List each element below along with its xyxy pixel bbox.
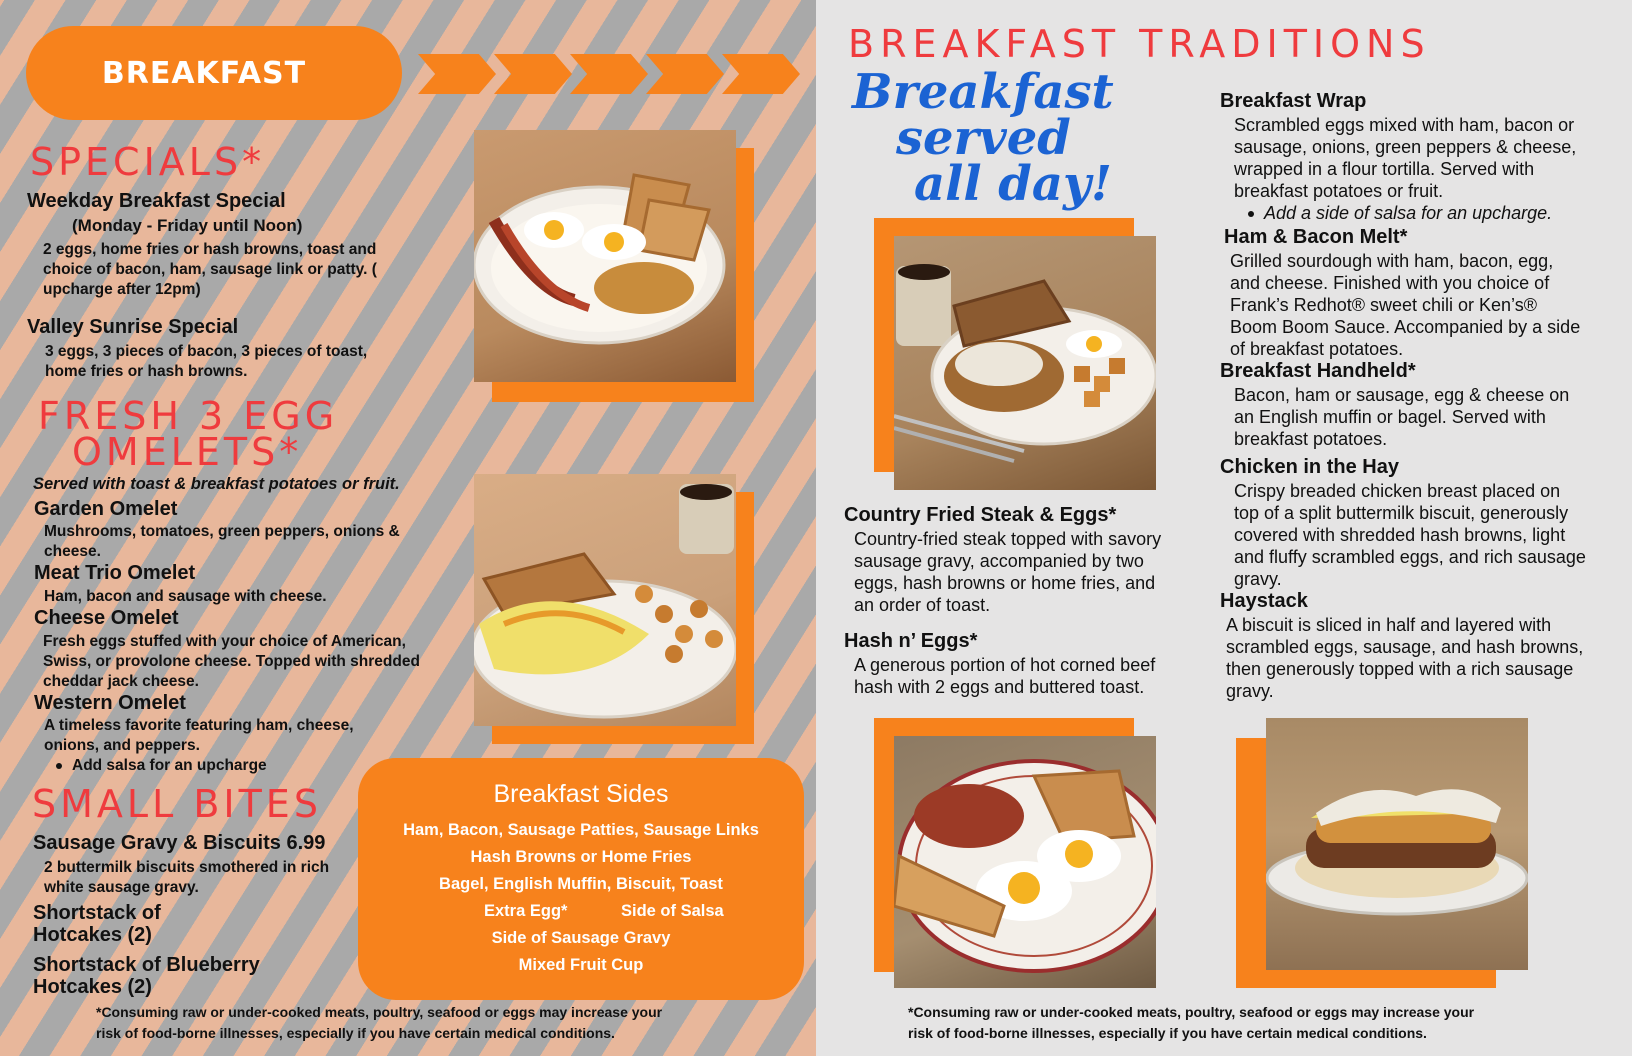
- ham-bacon-melt-desc: Grilled sourdough with ham, bacon, egg, and cheese. Finished with you choice of Frank’s Redhot® sweet chili or Ken’s® Boom Boom Sauce. Accompanied by a side of breakfast potatoes.: [1230, 251, 1581, 359]
- breakfast-plate-photo: [474, 130, 736, 382]
- item-breakfast-wrap: Breakfast Wrap: [1220, 90, 1367, 112]
- western-omelet-desc: A timeless favorite featuring ham, cheese, onions, and peppers.: [44, 717, 354, 754]
- item-haystack: Haystack: [1220, 590, 1308, 612]
- hash-n-eggs-desc: A generous portion of hot corned beef hash with 2 eggs and buttered toast.: [854, 655, 1156, 697]
- weekday-special-desc: 2 eggs, home fries or hash browns, toast and choice of bacon, ham, sausage link or patty. ( upcharge after 12pm): [43, 241, 377, 298]
- disclaimer-left: *Consuming raw or under-cooked meats, poultry, seafood or eggs may increase your risk of food-borne illnesses, especially if you have certain medical conditions.: [96, 1004, 663, 1041]
- script-line3: all day!: [914, 156, 1112, 212]
- right-page: [816, 0, 1632, 1056]
- sides-line: Ham, Bacon, Sausage Patties, Sausage Links: [403, 821, 759, 839]
- garden-omelet-desc: Mushrooms, tomatoes, green peppers, onions & cheese.: [44, 523, 400, 560]
- traditions-title: BREAKFAST TRADITIONS: [848, 22, 1431, 66]
- banner-text: BREAKFAST: [101, 55, 307, 91]
- cheese-omelet-desc: Fresh eggs stuffed with your choice of American, Swiss, or provolone cheese. Topped with shredded cheddar jack cheese.: [43, 633, 420, 690]
- chicken-in-the-hay-desc: Crispy breaded chicken breast placed on top of a split buttermilk biscuit, generously covered with shredded hash browns, light and fluffy scrambled eggs, and rich sausage gravy.: [1234, 481, 1586, 589]
- sides-title: Breakfast Sides: [493, 780, 669, 808]
- specials-title: SPECIALS*: [30, 140, 266, 184]
- item-western-omelet: Western Omelet: [34, 692, 186, 714]
- omelet-plate-photo: [474, 474, 736, 726]
- country-fried-steak-desc: Country-fried steak topped with savory sausage gravy, accompanied by two eggs, hash browns or home fries, and an order of toast.: [854, 529, 1162, 615]
- breakfast-handheld-desc: Bacon, ham or sausage, egg & cheese on an English muffin or bagel. Served with breakfast potatoes.: [1234, 385, 1570, 449]
- item-shortstack-blueberry: Shortstack of Blueberry Hotcakes (2): [33, 954, 260, 998]
- breakfast-wrap-desc: Scrambled eggs mixed with ham, bacon or sausage, onions, green peppers & cheese, wrapped in a flour tortilla. Served with breakfast potatoes or fruit.: [1234, 115, 1577, 201]
- omelets-title-line2: OMELETS*: [72, 430, 303, 474]
- bullet-icon: [1248, 211, 1254, 217]
- chevron-icon: [646, 54, 724, 94]
- breakfast-banner: [26, 26, 402, 120]
- omelets-title-line1: FRESH 3 EGG: [38, 394, 339, 438]
- omelets-note: Served with toast & breakfast potatoes or fruit.: [33, 475, 400, 493]
- item-hash-n-eggs: Hash n’ Eggs*: [844, 630, 978, 652]
- script-line1: Breakfast: [852, 64, 1114, 120]
- item-sausage-gravy-biscuits: Sausage Gravy & Biscuits 6.99: [33, 832, 326, 854]
- breakfast-wrap-bullet: Add a side of salsa for an upcharge.: [1248, 202, 1552, 224]
- sausage-gravy-desc: 2 buttermilk biscuits smothered in rich white sausage gravy.: [44, 859, 330, 896]
- item-country-fried-steak: Country Fried Steak & Eggs*: [844, 504, 1117, 526]
- item-breakfast-handheld: Breakfast Handheld*: [1220, 360, 1416, 382]
- chevron-icon: [570, 54, 648, 94]
- sides-line: Extra Egg* Side of Salsa: [484, 902, 724, 920]
- chevron-icon: [722, 54, 800, 94]
- item-garden-omelet: Garden Omelet: [34, 498, 178, 520]
- sides-line: Hash Browns or Home Fries: [470, 848, 692, 866]
- valley-sunrise-desc: 3 eggs, 3 pieces of bacon, 3 pieces of toast, home fries or hash browns.: [45, 343, 368, 380]
- bullet-icon: [56, 763, 62, 769]
- script-line2: served: [896, 110, 1071, 166]
- sides-line: Side of Sausage Gravy: [491, 929, 671, 947]
- item-chicken-in-the-hay: Chicken in the Hay: [1220, 456, 1399, 478]
- item-shortstack-hotcakes: Shortstack of Hotcakes (2): [33, 902, 161, 946]
- meat-trio-desc: Ham, bacon and sausage with cheese.: [44, 588, 327, 605]
- haystack-photo: [1266, 718, 1528, 970]
- chevron-icon: [418, 54, 496, 94]
- country-fried-steak-photo: [894, 236, 1156, 490]
- sides-line: Bagel, English Muffin, Biscuit, Toast: [439, 875, 723, 893]
- haystack-desc: A biscuit is sliced in half and layered with scrambled eggs, sausage, and hash browns, then generously topped with a rich sausage gravy.: [1226, 615, 1584, 701]
- sides-line: Mixed Fruit Cup: [518, 956, 644, 974]
- item-valley-sunrise: Valley Sunrise Special: [27, 316, 239, 338]
- western-omelet-bullet: Add salsa for an upcharge: [56, 756, 267, 776]
- chevron-icon: [494, 54, 572, 94]
- item-cheese-omelet: Cheese Omelet: [34, 607, 179, 629]
- disclaimer-right: *Consuming raw or under-cooked meats, poultry, seafood or eggs may increase your risk of food-borne illnesses, especially if you have certain medical conditions.: [908, 1004, 1475, 1041]
- item-ham-bacon-melt: Ham & Bacon Melt*: [1224, 226, 1408, 248]
- item-weekday-special: Weekday Breakfast Special: [27, 190, 286, 212]
- item-meat-trio-omelet: Meat Trio Omelet: [34, 562, 196, 584]
- breakfast-sides-box: [358, 758, 804, 1000]
- weekday-special-days: (Monday - Friday until Noon): [72, 216, 303, 235]
- small-bites-title: SMALL BITES: [32, 782, 322, 826]
- bacon-eggs-toast-photo: [894, 736, 1156, 988]
